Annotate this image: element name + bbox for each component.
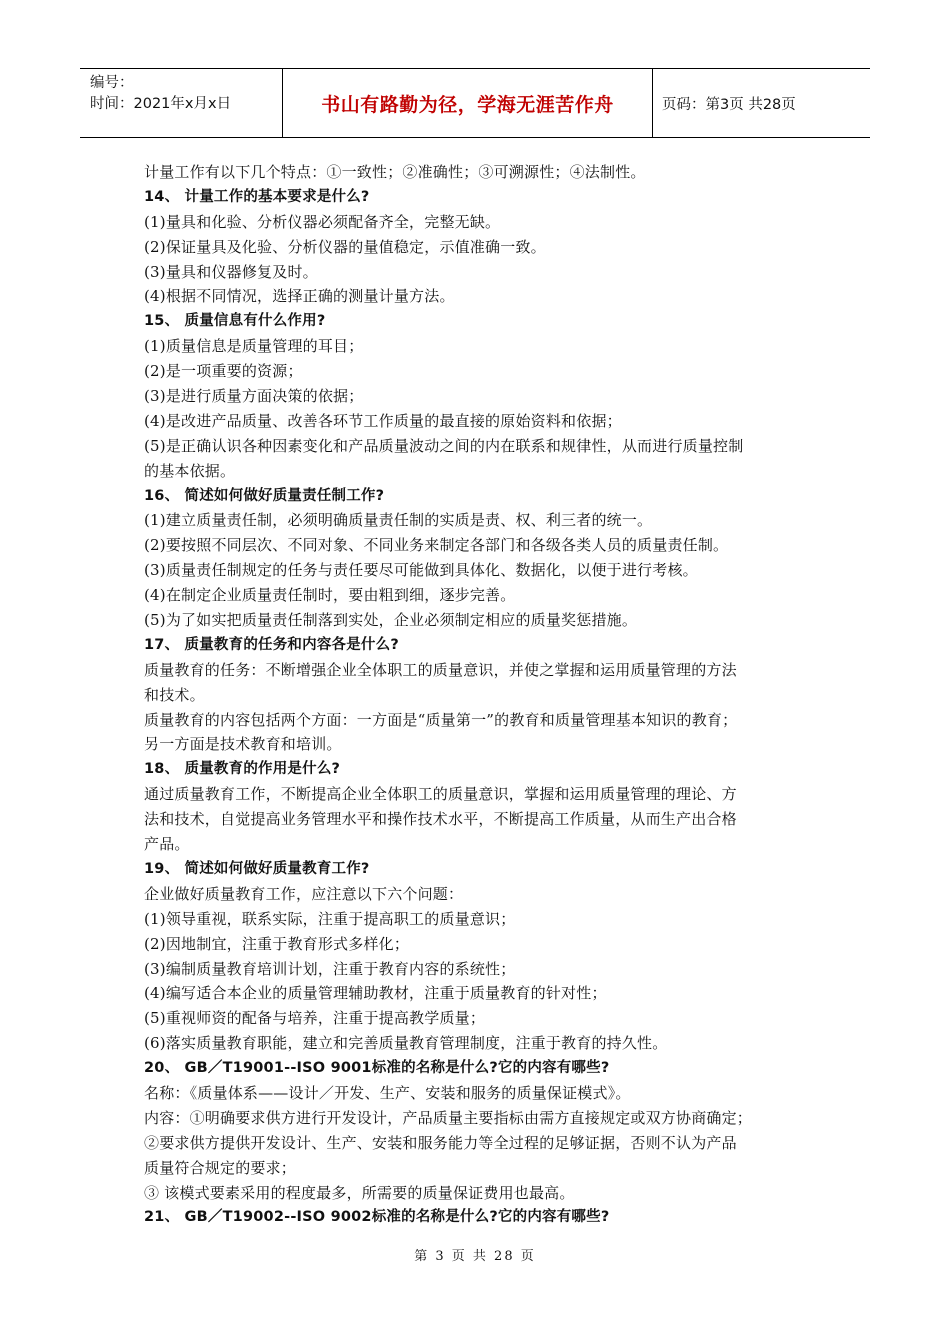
question-heading: 14、 计量工作的基本要求是什么? <box>144 188 370 205</box>
header-number: 编号： <box>90 75 134 91</box>
text-line: 的基本依据。 <box>144 461 236 480</box>
text-line: (1)量具和化验、分析仪器必须配备齐全，完整无缺。 <box>144 212 501 231</box>
text-line: (5)重视师资的配备与培养，注重于提高教学质量； <box>144 1009 486 1028</box>
text-line: 法和技术，自觉提高业务管理水平和操作技术水平，不断提高工作质量，从而生产出合格 <box>144 810 737 829</box>
text-line: (1)建立质量责任制，必须明确质量责任制的实质是责、权、利三者的统一。 <box>144 511 653 530</box>
text-line: 产品。 <box>144 835 190 854</box>
question-heading: 18、 质量教育的作用是什么? <box>144 761 341 778</box>
question-heading: 19、 简述如何做好质量教育工作? <box>144 860 370 877</box>
text-line: ③ 该模式要素采用的程度最多，所需要的质量保证费用也最高。 <box>144 1183 575 1202</box>
text-line: 质量教育的任务：不断增强企业全体职工的质量意识，并使之掌握和运用质量管理的方法 <box>144 660 737 679</box>
text-line: (1)领导重视，联系实际，注重于提高职工的质量意识； <box>144 909 516 928</box>
page-header <box>80 68 870 138</box>
text-line: 计量工作有以下几个特点：①一致性；②准确性；③可溯源性；④法制性。 <box>144 163 646 181</box>
text-line: (3)质量责任制规定的任务与责任要尽可能做到具体化、数据化，以便于进行考核。 <box>144 561 698 580</box>
page-footer: 第 3 页 共 28 页 <box>414 1249 536 1264</box>
question-heading: 16、 简述如何做好质量责任制工作? <box>144 487 385 504</box>
text-line: (2)保证量具及化验、分析仪器的量值稳定，示值准确一致。 <box>144 237 546 256</box>
text-line: (2)要按照不同层次、不同对象、不同业务来制定各部门和各级各类人员的质量责任制。 <box>144 536 729 555</box>
text-line: 名称：《质量体系——设计／开发、生产、安装和服务的质量保证模式》。 <box>144 1083 631 1102</box>
text-line: 质量符合规定的要求； <box>144 1158 297 1177</box>
header-page-info: 页码：第3页 共28页 <box>662 96 796 113</box>
text-line: (2)是一项重要的资源； <box>144 362 303 381</box>
text-line: (6)落实质量教育职能，建立和完善质量教育管理制度，注重于教育的持久性。 <box>144 1034 668 1053</box>
text-line: (1)质量信息是质量管理的耳目； <box>144 337 364 356</box>
text-line: (3)编制质量教育培训计划，注重于教育内容的系统性； <box>144 959 516 978</box>
header-time: 时间：2021年x月x日 <box>90 96 232 112</box>
text-line: ②要求供方提供开发设计、生产、安装和服务能力等全过程的足够证据，否则不认为产品 <box>144 1133 737 1152</box>
text-line: (4)编写适合本企业的质量管理辅助教材，注重于质量教育的针对性； <box>144 984 607 1003</box>
text-line: (4)根据不同情况，选择正确的测量计量方法。 <box>144 287 455 306</box>
header-meta <box>80 69 283 137</box>
question-heading: 15、 质量信息有什么作用? <box>144 313 326 330</box>
text-line: (4)是改进产品质量、改善各环节工作质量的最直接的原始资料和依据； <box>144 411 622 430</box>
text-line: 内容：①明确要求供方进行开发设计，产品质量主要指标由需方直接规定或双方协商确定； <box>144 1108 753 1127</box>
text-line: 企业做好质量教育工作，应注意以下六个问题： <box>144 884 464 903</box>
text-line: 质量教育的内容包括两个方面：一方面是“质量第一”的教育和质量管理基本知识的教育； <box>144 710 738 729</box>
text-line: (3)是进行质量方面决策的依据； <box>144 387 364 406</box>
text-line: (5)是正确认识各种因素变化和产品质量波动之间的内在联系和规律性，从而进行质量控制 <box>144 436 744 455</box>
header-motto: 书山有路勤为径，学海无涯苦作舟 <box>283 69 653 137</box>
text-line: (3)量具和仪器修复及时。 <box>144 262 318 281</box>
text-line: (5)为了如实把质量责任制落到实处，企业必须制定相应的质量奖惩措施。 <box>144 611 638 630</box>
text-line: 和技术。 <box>144 685 205 704</box>
text-line: 通过质量教育工作，不断提高企业全体职工的质量意识，掌握和运用质量管理的理论、方 <box>144 785 737 804</box>
document-body <box>144 160 824 1230</box>
text-line: 另一方面是技术教育和培训。 <box>144 735 342 754</box>
text-line: (2)因地制宜，注重于教育形式多样化； <box>144 934 410 953</box>
text-line: (4)在制定企业质量责任制时，要由粗到细，逐步完善。 <box>144 586 516 605</box>
question-heading: 17、 质量教育的任务和内容各是什么? <box>144 636 399 653</box>
question-heading: 21、 GB／T19002--ISO 9002标准的名称是什么?它的内容有哪些? <box>144 1209 610 1226</box>
question-heading: 20、 GB／T19001--ISO 9001标准的名称是什么?它的内容有哪些? <box>144 1060 610 1077</box>
